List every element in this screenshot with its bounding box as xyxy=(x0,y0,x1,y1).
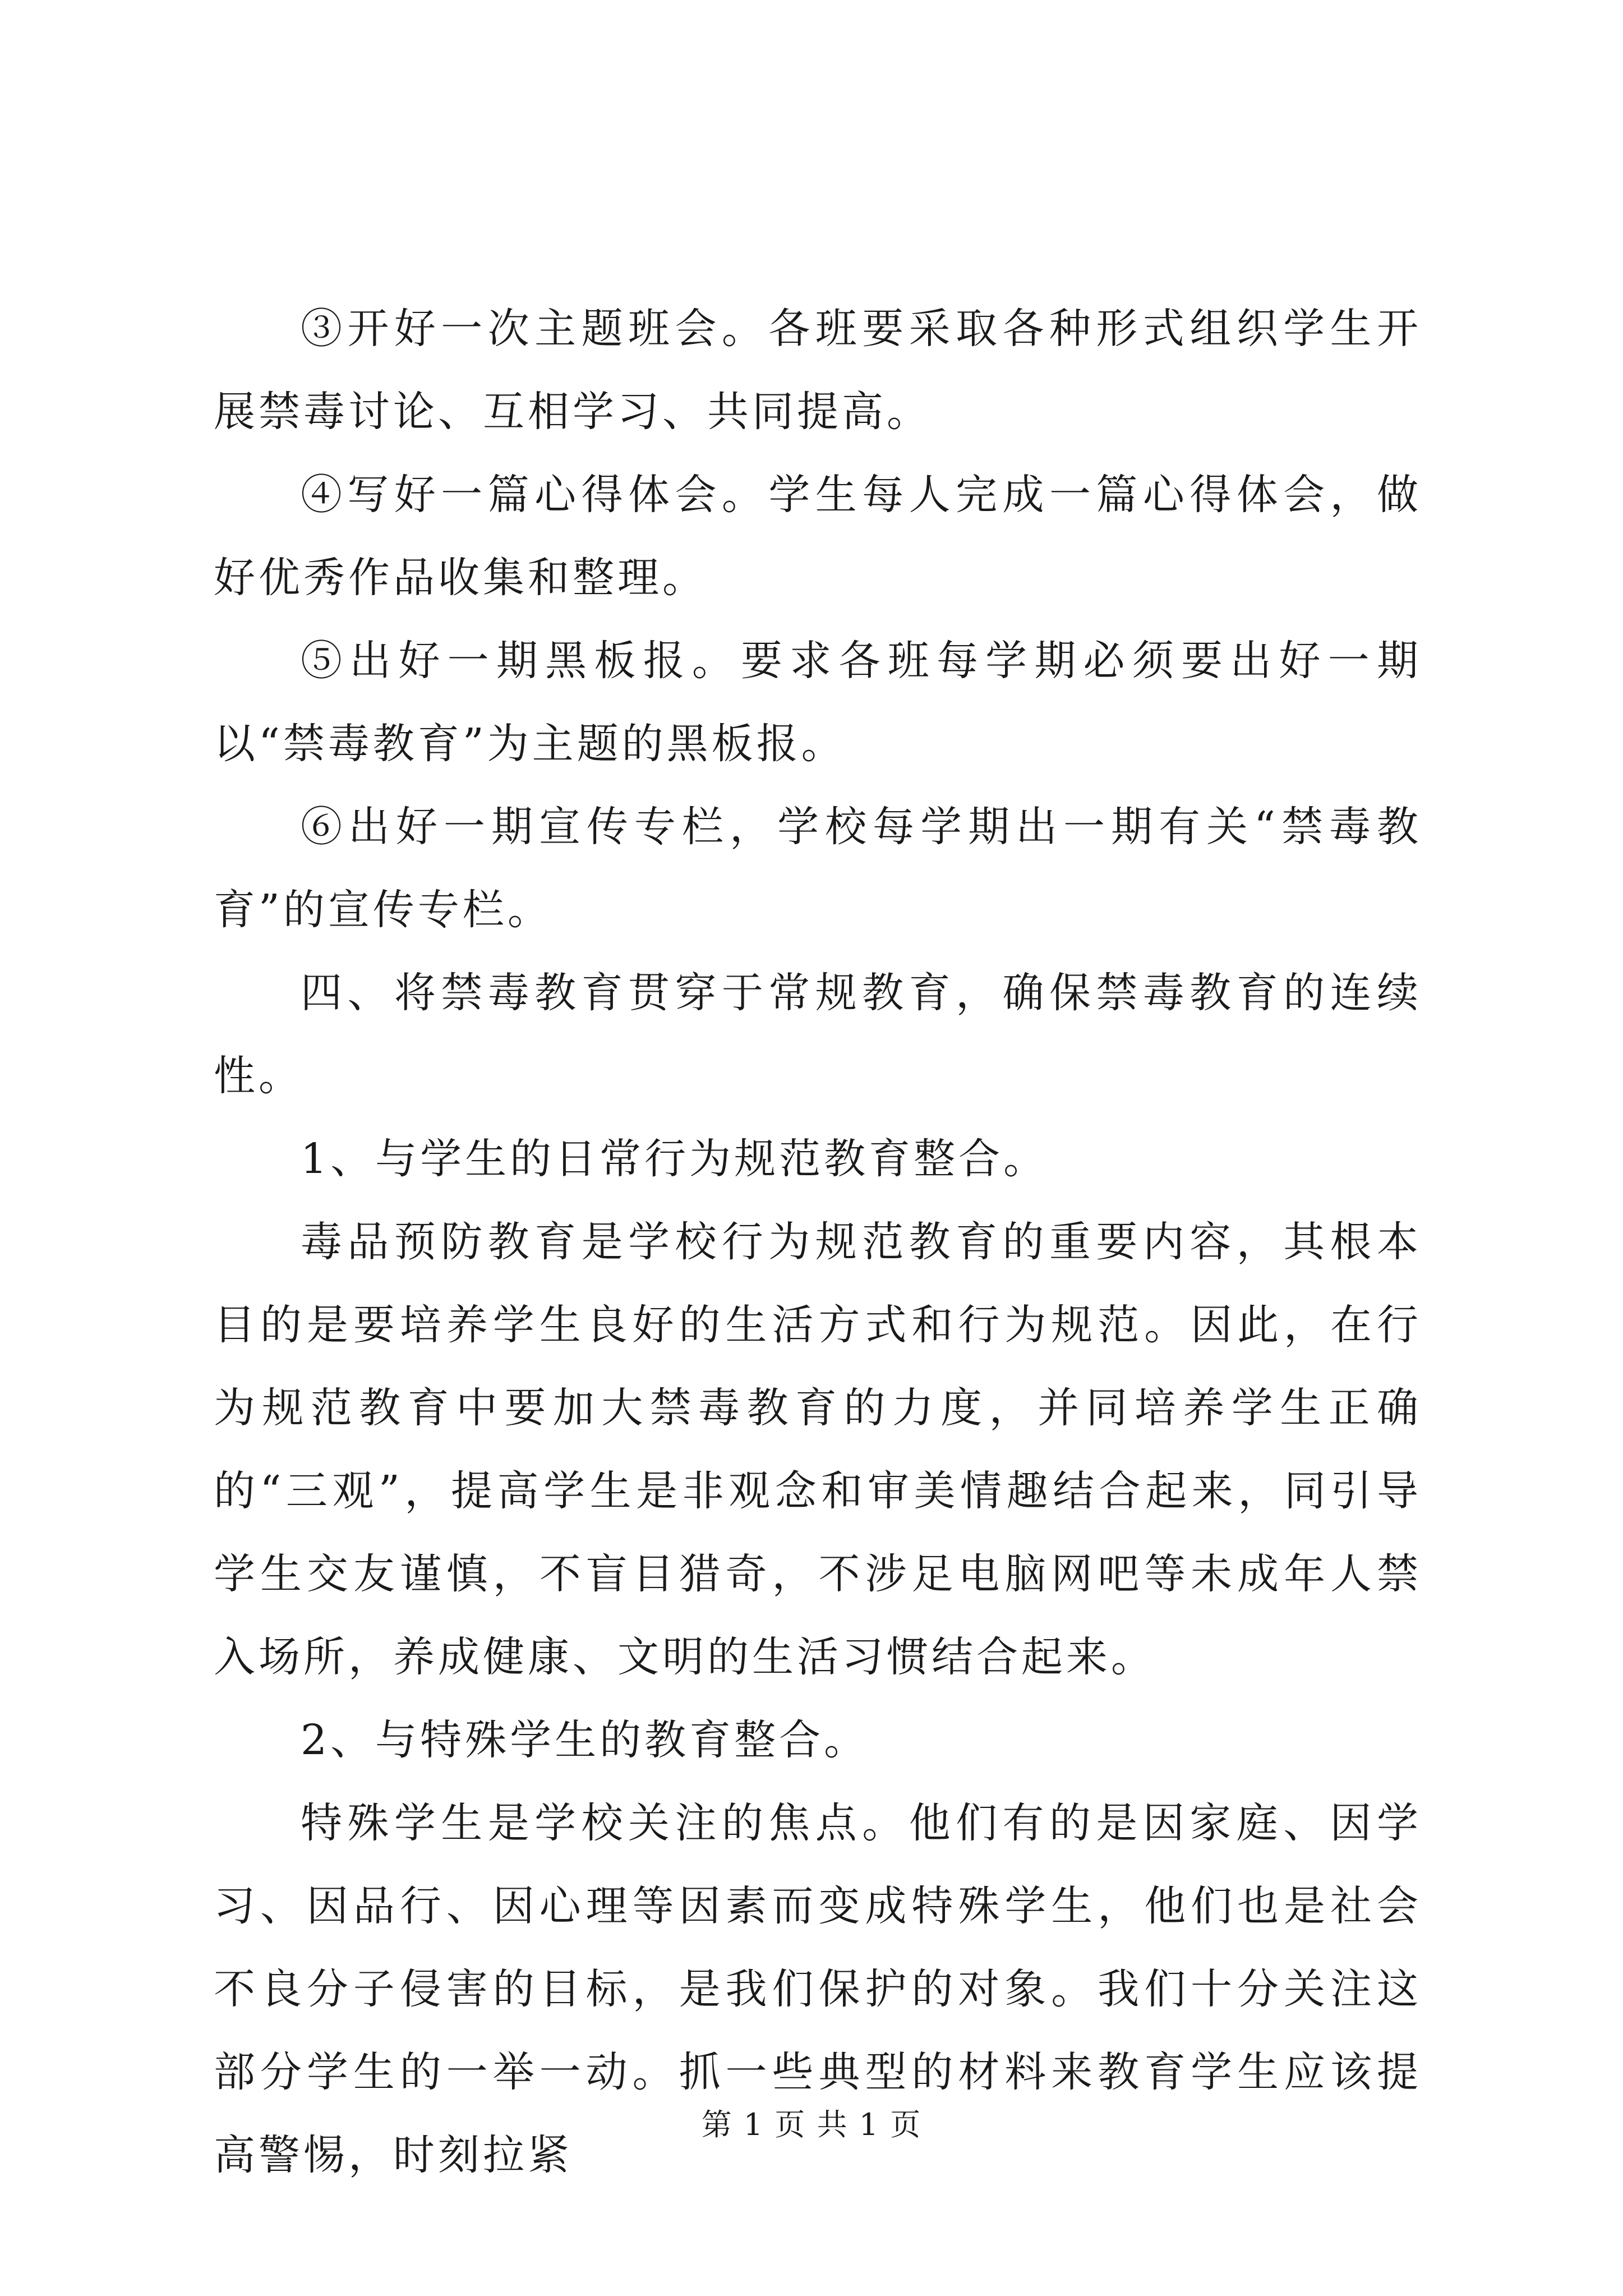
section-heading-4: 四、将禁毒教育贯穿于常规教育，确保禁毒教育的连续性。 xyxy=(214,969,1422,1100)
document-body xyxy=(214,287,1422,2197)
page-footer xyxy=(0,2102,1623,2147)
subheading-2: 2、与特殊学生的教育整合。 xyxy=(301,1716,869,1764)
paragraph-item-4: ④写好一篇心得体会。学生每人完成一篇心得体会，做好优秀作品收集和整理。 xyxy=(214,471,1422,602)
paragraph-behavior-education: 毒品预防教育是学校行为规范教育的重要内容，其根本目的是要培养学生良好的生活方式和行为规范。因此，在行为规范教育中要加大禁毒教育的力度，并同培养学生正确的“三观”，提高学生是非观念和审美情趣结合起来，同引导学生交友谨慎，不盲目猎奇，不涉足电脑网吧等未成年人禁入场所，养成健康、文明的生活习惯结合起来。 xyxy=(214,1218,1422,1681)
paragraph-special-students: 特殊学生是学校关注的焦点。他们有的是因家庭、因学习、因品行、因心理等因素而变成特殊学生，他们也是社会不良分子侵害的目标，是我们保护的对象。我们十分关注这部分学生的一举一动。抓一些典型的材料来教育学生应该提高警惕，时刻拉紧 xyxy=(214,1799,1422,2179)
subheading-1: 1、与学生的日常行为规范教育整合。 xyxy=(301,1135,1049,1183)
paragraph-item-3: ③开好一次主题班会。各班要采取各种形式组织学生开展禁毒讨论、互相学习、共同提高。 xyxy=(214,305,1422,436)
page-number-label: 第 1 页 共 1 页 xyxy=(701,2107,922,2142)
paragraph-item-5: ⑤出好一期黑板报。要求各班每学期必须要出好一期以“禁毒教育”为主题的黑板报。 xyxy=(214,637,1422,768)
paragraph-item-6: ⑥出好一期宣传专栏，学校每学期出一期有关“禁毒教育”的宣传专栏。 xyxy=(214,803,1422,934)
